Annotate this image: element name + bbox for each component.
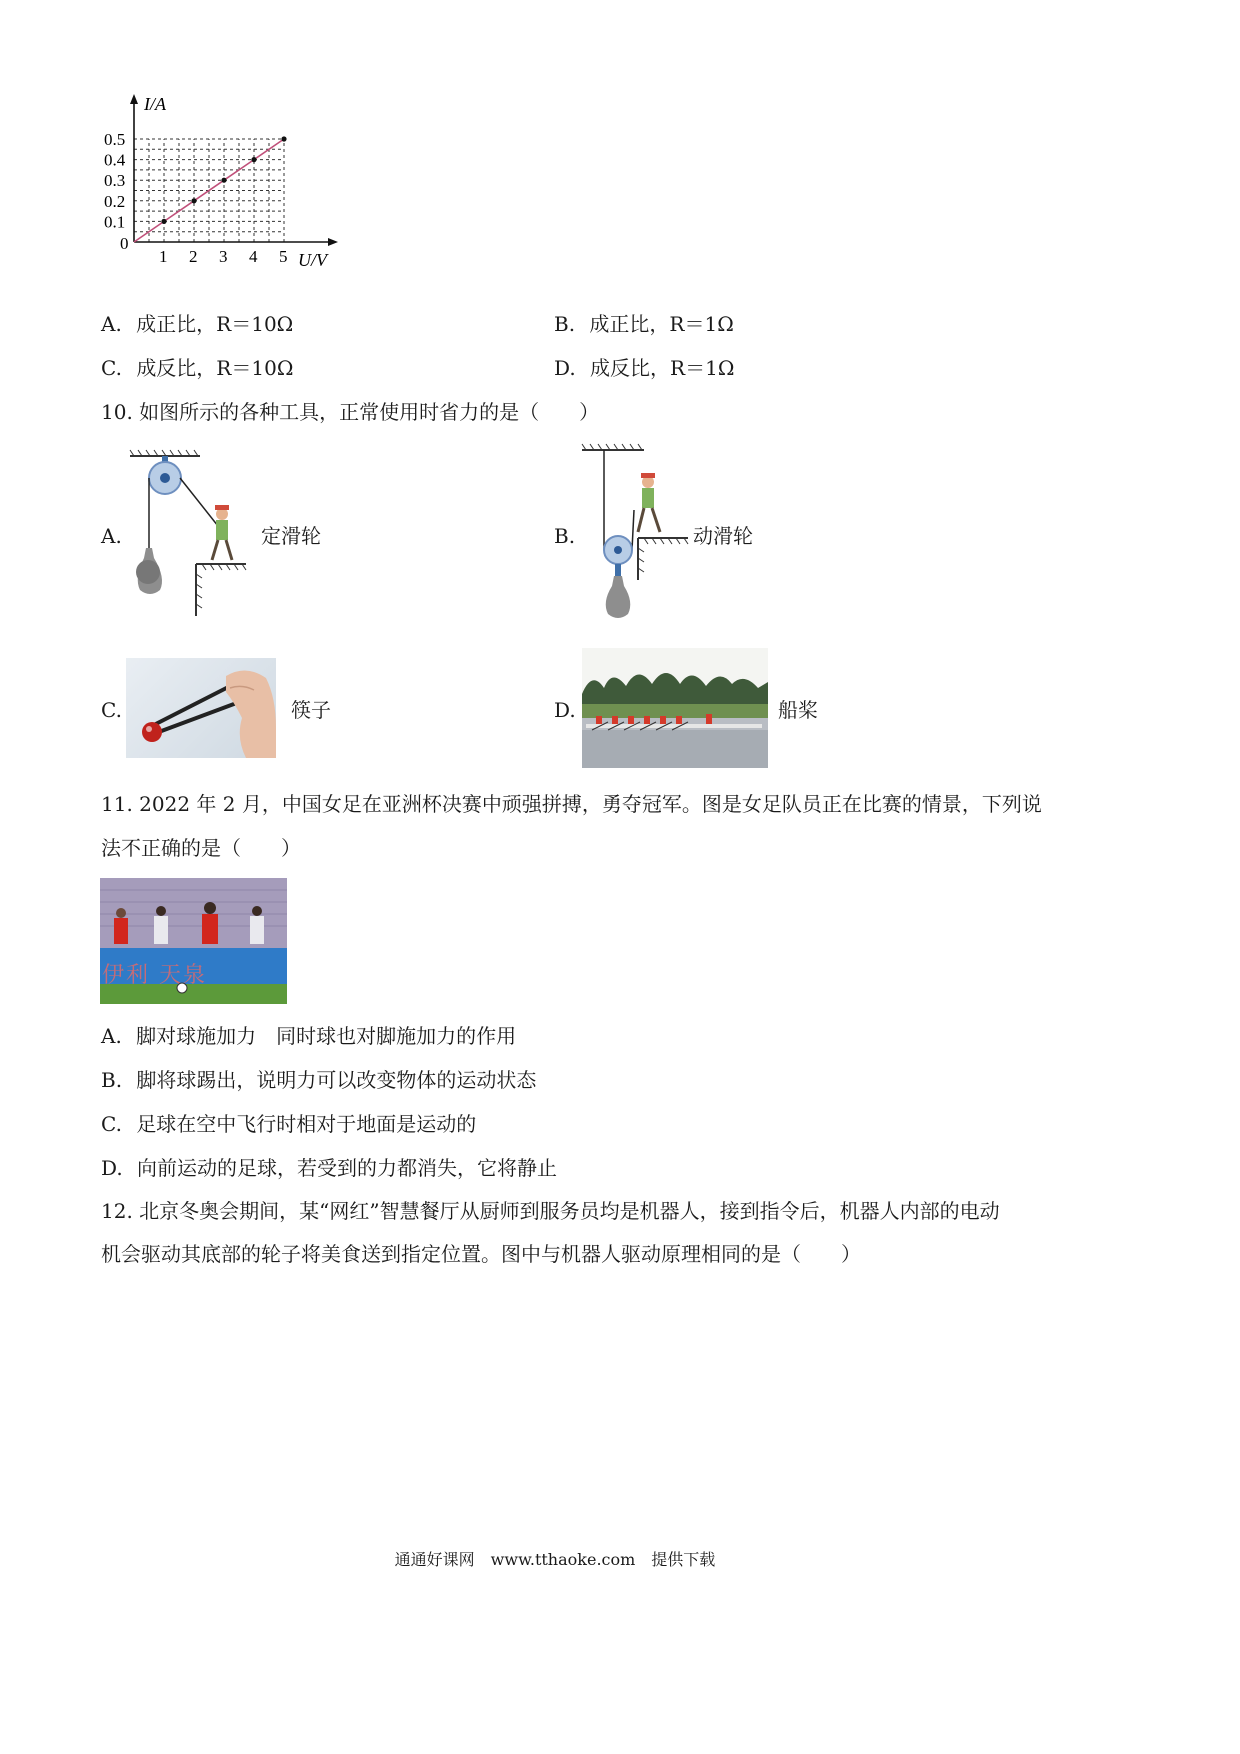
q11-option-c	[101, 1112, 476, 1136]
q11-option-b	[101, 1068, 536, 1092]
q10-option-a-letter: A.	[101, 524, 122, 548]
option-text: 脚将球踢出，说明力可以改变物体的运动状态	[136, 1068, 537, 1092]
y-axis-arrow	[130, 94, 138, 104]
q10-option-c-caption: 筷子	[291, 698, 331, 722]
y-tick-label: 0.3	[104, 171, 126, 191]
data-point	[221, 178, 226, 183]
y-tick-label: 0.2	[104, 191, 126, 211]
option-letter: A.	[101, 312, 122, 336]
x-tick-label: 5	[279, 247, 288, 266]
option-letter: D.	[554, 356, 576, 380]
page-footer: 通通好课网 www.tthaoke.com 提供下载	[394, 1550, 716, 1569]
y-tick-label: 0.4	[104, 150, 126, 170]
data-point	[191, 198, 196, 203]
option-letter: D.	[101, 1156, 123, 1180]
option-text: 足球在空中飞行时相对于地面是运动的	[136, 1112, 477, 1136]
data-point	[251, 157, 256, 162]
x-tick-label: 4	[249, 247, 258, 266]
q10-option-c-letter: C.	[101, 698, 122, 722]
rowing-photo	[582, 648, 768, 768]
q10-stem: 10. 如图所示的各种工具，正常使用时省力的是（ ）	[101, 400, 600, 424]
photo-banner-text: 伊利 天泉	[102, 963, 207, 988]
option-letter: C.	[101, 356, 122, 380]
option-letter: B.	[101, 1068, 123, 1092]
data-point	[281, 136, 286, 141]
q10-option-b-caption: 动滑轮	[693, 524, 753, 548]
soccer-photo	[100, 878, 287, 1004]
y-axis-label: I/A	[144, 94, 166, 114]
option-letter: A.	[101, 1024, 122, 1048]
x-tick-label: 2	[189, 247, 198, 266]
q9-option-b	[554, 312, 734, 336]
q10-option-d-letter: D.	[554, 698, 576, 722]
option-letter: C.	[101, 1112, 122, 1136]
y-tick-label: 0.1	[104, 212, 126, 232]
origin-label: 0	[120, 234, 129, 253]
y-tick-label: 0.5	[104, 130, 126, 149]
chopsticks-photo	[126, 658, 276, 758]
fixed-pulley-illustration	[126, 448, 256, 620]
q11-stem-line1: 11. 2022 年 2 月，中国女足在亚洲杯决赛中顽强拼搏，勇夺冠军。图是女足队员正在比赛的情景，下列说	[101, 792, 1042, 816]
q10-option-b-letter: B.	[554, 524, 576, 548]
x-tick-label: 1	[159, 247, 168, 266]
q10-option-d-caption: 船桨	[778, 698, 818, 722]
q11-stem-line2: 法不正确的是（ ）	[101, 836, 301, 860]
x-tick-label: 3	[219, 247, 228, 266]
option-text: 成正比，R＝10Ω	[136, 312, 294, 336]
q9-option-d	[554, 356, 734, 380]
q11-option-a	[101, 1024, 516, 1048]
q11-option-d	[101, 1156, 557, 1180]
q10-option-a-caption: 定滑轮	[261, 524, 321, 548]
option-text: 成反比，R＝10Ω	[136, 356, 294, 380]
option-text: 脚对球施加力 同时球也对脚施加力的作用	[136, 1024, 517, 1048]
q12-stem-line1: 12. 北京冬奥会期间，某“网红”智慧餐厅从厨师到服务员均是机器人，接到指令后，机器人内部的电动	[101, 1199, 1000, 1223]
movable-pulley-illustration	[580, 440, 690, 626]
x-axis-arrow	[328, 238, 338, 246]
iu-chart	[100, 92, 400, 282]
x-axis-label: U/V	[298, 250, 327, 270]
option-letter: B.	[554, 312, 576, 336]
option-text: 成反比，R＝1Ω	[590, 356, 735, 380]
q12-stem-line2: 机会驱动其底部的轮子将美食送到指定位置。图中与机器人驱动原理相同的是（ ）	[101, 1242, 861, 1266]
option-text: 向前运动的足球，若受到的力都消失，它将静止	[137, 1156, 558, 1180]
option-text: 成正比，R＝1Ω	[589, 312, 734, 336]
data-point	[161, 219, 166, 224]
q9-option-c	[101, 356, 293, 380]
q9-option-a	[101, 312, 293, 336]
